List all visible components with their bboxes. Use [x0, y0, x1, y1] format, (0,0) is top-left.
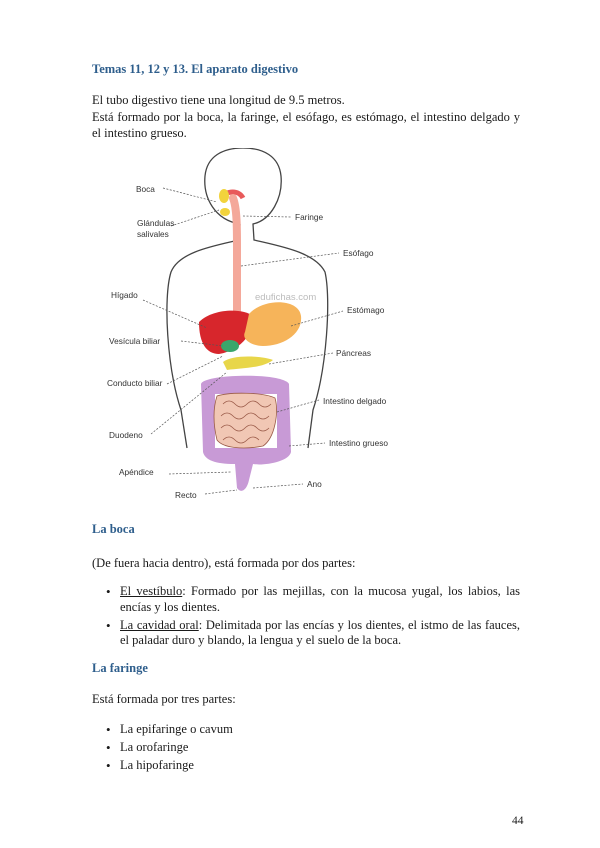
faringe-list: [92, 722, 520, 776]
term-vestibulo: El vestíbulo: [120, 584, 183, 598]
label-recto: Recto: [175, 490, 197, 500]
label-apendice: Apéndice: [119, 467, 154, 477]
section-title-faringe: La faringe: [92, 661, 148, 675]
digestive-system-diagram: [103, 148, 403, 504]
label-estomago: Estómago: [347, 305, 385, 315]
label-glandulas-2: salivales: [137, 229, 169, 239]
salivary-gland-upper: [219, 189, 229, 203]
list-item: • La hipofaringe: [92, 758, 520, 774]
list-item: [92, 584, 520, 615]
term-cavidad-oral: La cavidad oral: [120, 617, 199, 632]
boca-intro: (De fuera hacia dentro), está formada por dos partes:: [92, 556, 356, 570]
page-heading: Temas 11, 12 y 13. El aparato digestivo: [92, 62, 299, 76]
label-intestino-delgado: Intestino delgado: [323, 396, 387, 406]
faringe-intro: Está formada por tres partes:: [92, 692, 236, 706]
list-item: [92, 618, 520, 649]
gallbladder-shape: [221, 340, 239, 352]
pancreas-shape: [223, 357, 273, 371]
label-ano: Ano: [307, 479, 322, 489]
label-pancreas: Páncreas: [336, 348, 372, 358]
digestive-system-svg: [103, 148, 403, 504]
term-cavidad-oral-description: : Delimitada por las encías y los dientes, el istmo de las fauces, el paladar duro y blando, la lengua y el suelo de la boca.: [120, 617, 520, 647]
label-esofago: Esófago: [343, 248, 374, 258]
section-title-boca: La boca: [92, 522, 135, 536]
list-item: • La epifaringe o cavum: [92, 722, 520, 738]
label-faringe: Faringe: [295, 212, 324, 222]
label-duodeno: Duodeno: [109, 430, 143, 440]
page-number: 44: [512, 815, 524, 827]
diagram-watermark: edufichas.com: [255, 292, 317, 303]
boca-list: [92, 584, 520, 651]
label-higado: Hígado: [111, 290, 138, 300]
intro-paragraph-1: El tubo digestivo tiene una longitud de 9.5 metros.: [92, 93, 345, 107]
label-boca: Boca: [136, 184, 155, 194]
label-vesicula: Vesícula biliar: [109, 336, 161, 346]
label-intestino-grueso: Intestino grueso: [329, 438, 389, 448]
label-conducto: Conducto biliar: [107, 378, 163, 388]
label-glandulas-1: Glándulas: [137, 218, 175, 228]
salivary-gland-lower: [220, 208, 230, 216]
esophagus-tube: [233, 198, 237, 318]
intro-paragraph-2: Está formado por la boca, la faringe, el esófago, es estómago, el intestino delgado y el intestino grueso.: [92, 110, 520, 140]
list-item: • La orofaringe: [92, 740, 520, 756]
stomach-shape: [244, 302, 301, 346]
term-vestibulo-description: : Formado por las mejillas, con la mucosa yugal, los labios, las encías y los dientes.: [120, 584, 520, 614]
